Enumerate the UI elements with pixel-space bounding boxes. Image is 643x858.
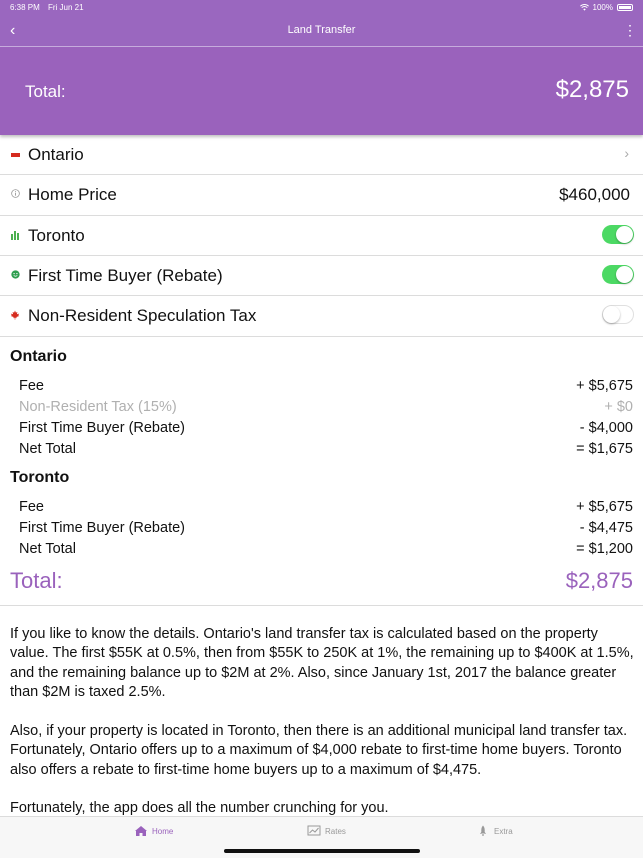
province-label: Ontario bbox=[28, 145, 84, 164]
toronto-fee-line bbox=[19, 499, 633, 519]
toronto-section-title: Toronto bbox=[10, 469, 70, 486]
summary-total-bar bbox=[0, 47, 643, 135]
flag-icon bbox=[10, 149, 20, 159]
toronto-label: Toronto bbox=[28, 226, 85, 245]
ontario-fee-line bbox=[19, 378, 633, 398]
navigation-bar bbox=[0, 16, 643, 46]
home-price-row[interactable] bbox=[0, 175, 643, 216]
smiley-icon bbox=[10, 270, 20, 280]
home-price-label: Home Price bbox=[28, 185, 117, 204]
line-value: + $0 bbox=[604, 399, 633, 415]
grand-total-label: Total: bbox=[10, 568, 63, 593]
grand-total bbox=[10, 568, 633, 598]
toggle-knob bbox=[616, 226, 633, 243]
line-value: + $5,675 bbox=[576, 499, 633, 515]
line-label: Fee bbox=[19, 499, 44, 515]
toronto-toggle[interactable] bbox=[602, 225, 634, 244]
info-icon bbox=[10, 189, 20, 199]
grand-total-value: $2,875 bbox=[565, 568, 633, 593]
line-value: = $1,675 bbox=[576, 441, 633, 457]
description-paragraph: Fortunately, the app does all the number crunching for you. bbox=[10, 800, 389, 816]
line-value: + $5,675 bbox=[576, 378, 633, 394]
first-time-buyer-row bbox=[0, 256, 643, 296]
tab-extra[interactable] bbox=[476, 825, 513, 837]
chevron-right-icon: › bbox=[624, 145, 629, 161]
city-icon bbox=[10, 230, 20, 240]
line-label: Fee bbox=[19, 378, 44, 394]
toronto-row bbox=[0, 216, 643, 256]
ontario-non-resident-line bbox=[19, 399, 633, 419]
toronto-net-line bbox=[19, 541, 633, 561]
ontario-rebate-line bbox=[19, 420, 633, 440]
line-label: First Time Buyer (Rebate) bbox=[19, 420, 185, 436]
line-label: Net Total bbox=[19, 541, 76, 557]
battery-icon bbox=[617, 4, 633, 11]
page-title: Land Transfer bbox=[287, 24, 356, 36]
tab-rates[interactable] bbox=[307, 825, 346, 837]
rocket-icon bbox=[476, 825, 490, 837]
battery-percent: 100% bbox=[592, 3, 613, 12]
tab-extra-label: Extra bbox=[494, 826, 513, 836]
home-icon bbox=[134, 825, 148, 837]
non-resident-row bbox=[0, 296, 643, 337]
home-indicator bbox=[224, 849, 420, 853]
status-date: Fri Jun 21 bbox=[48, 3, 84, 12]
toronto-rebate-line bbox=[19, 520, 633, 540]
toggle-knob bbox=[603, 306, 620, 323]
line-value: - $4,475 bbox=[579, 520, 633, 536]
toggle-knob bbox=[616, 266, 633, 283]
tab-home-label: Home bbox=[152, 826, 174, 836]
description-paragraph: Also, if your property is located in Toronto, then there is an additional municipal land transfer tax. Fortunately, Ontario offers up to a maximum of $4,000 rebate to first-time home buyers. Toronto also offers a rebate to first-time home buyers up to a maximum of $4,475. bbox=[10, 723, 628, 778]
chart-icon bbox=[307, 825, 321, 837]
non-resident-toggle[interactable] bbox=[602, 305, 634, 324]
home-price-value[interactable]: $460,000 bbox=[559, 185, 630, 204]
line-label: Net Total bbox=[19, 441, 76, 457]
summary-total-label: Total: bbox=[25, 82, 66, 101]
description-paragraph: If you like to know the details. Ontario's land transfer tax is calculated based on the property value. The first $55K at 0.5%, then from $55K to 250K at 1%, the remaining up to $400K at 1.5%, and the remaining balance up to $2M at 2%. Also, since January 1st, 2017 the balance greater than $2M is taxed 2.5%. bbox=[10, 626, 634, 700]
line-value: - $4,000 bbox=[579, 420, 633, 436]
tab-home[interactable] bbox=[134, 825, 173, 837]
back-button[interactable]: ‹ bbox=[10, 22, 16, 39]
non-resident-label: Non-Resident Speculation Tax bbox=[28, 306, 257, 325]
line-label: First Time Buyer (Rebate) bbox=[19, 520, 185, 536]
line-label: Non-Resident Tax (15%) bbox=[19, 399, 177, 415]
first-time-buyer-label: First Time Buyer (Rebate) bbox=[28, 266, 223, 285]
first-time-buyer-toggle[interactable] bbox=[602, 265, 634, 284]
status-time: 6:38 PM bbox=[10, 3, 40, 12]
ontario-section-title: Ontario bbox=[10, 348, 67, 365]
province-row[interactable] bbox=[0, 135, 643, 175]
summary-total-value: $2,875 bbox=[555, 76, 629, 103]
line-value: = $1,200 bbox=[576, 541, 633, 557]
ontario-net-line bbox=[19, 441, 633, 461]
maple-leaf-icon bbox=[10, 310, 20, 320]
more-menu-button[interactable]: ⋮ bbox=[623, 22, 637, 38]
divider bbox=[0, 605, 643, 606]
status-right bbox=[580, 3, 633, 12]
tab-rates-label: Rates bbox=[325, 826, 346, 836]
status-bar bbox=[0, 0, 643, 16]
wifi-icon bbox=[580, 4, 589, 11]
